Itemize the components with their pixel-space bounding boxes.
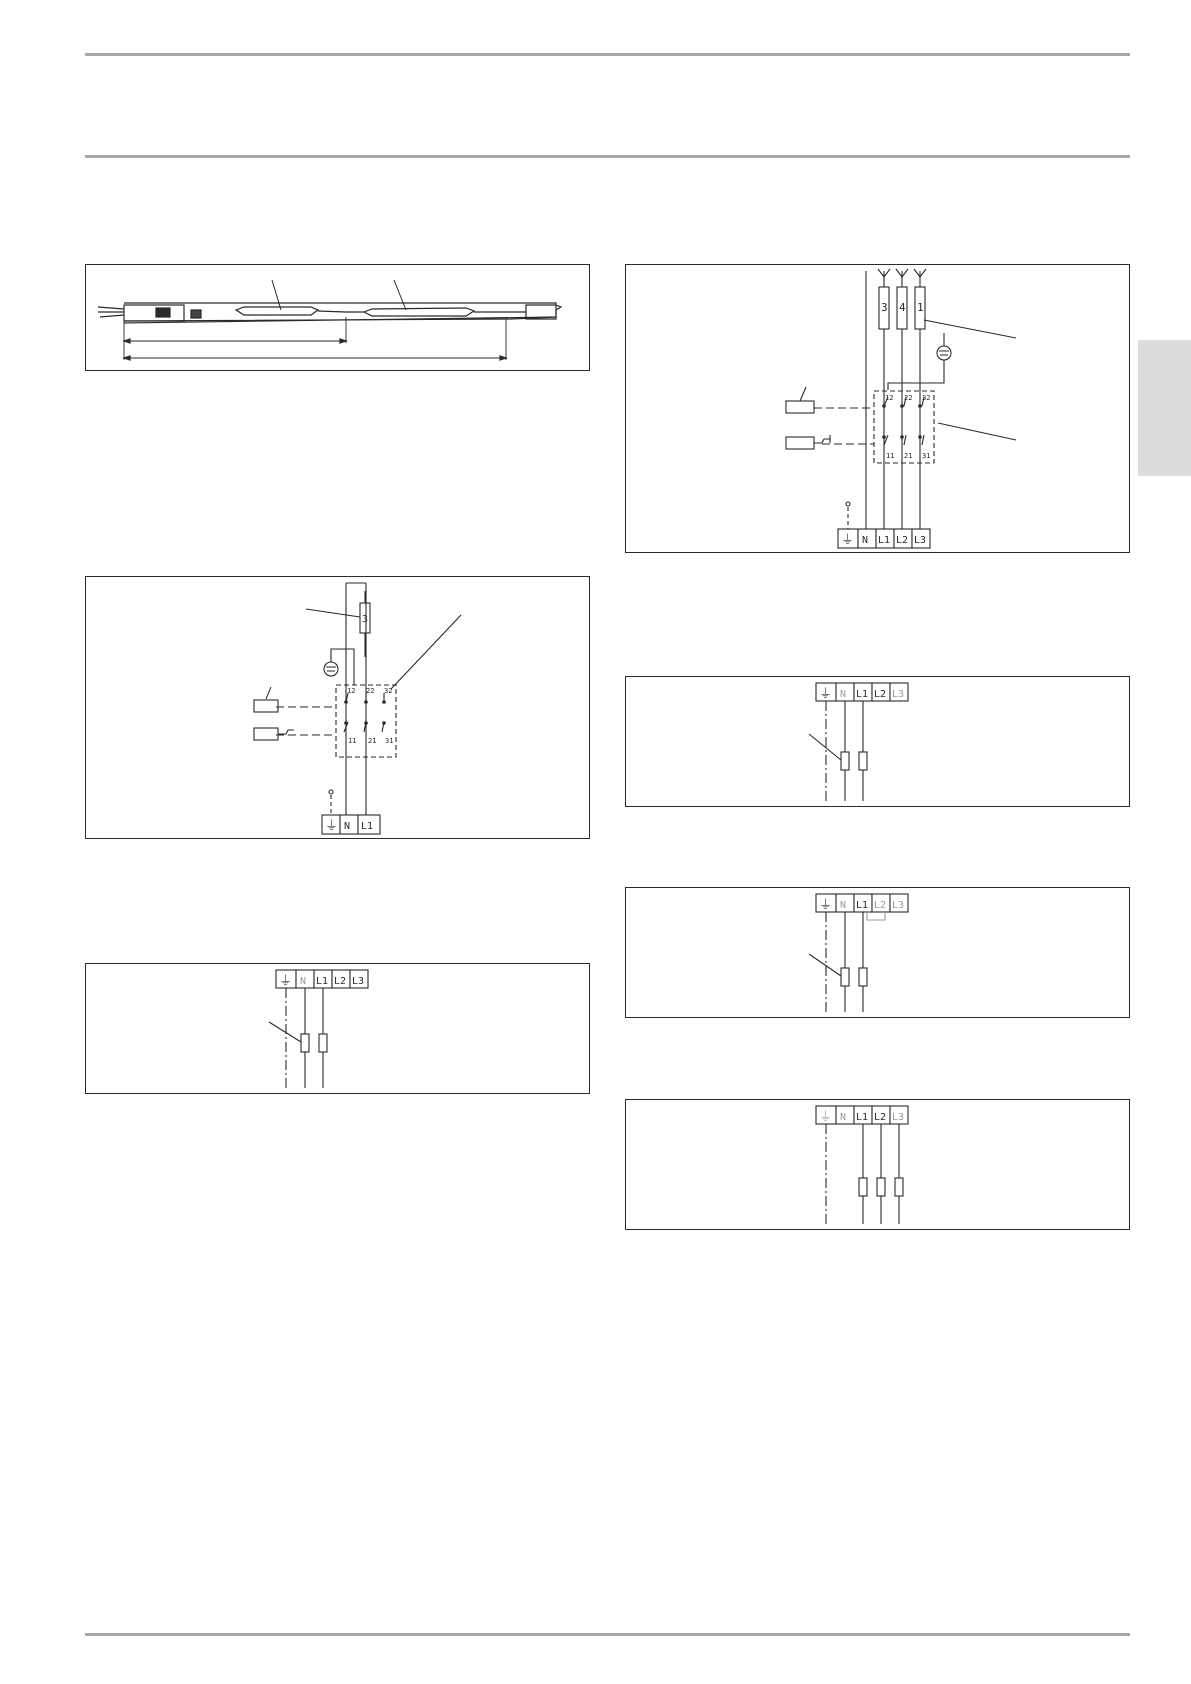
connection-variant-b (625, 676, 1130, 807)
terminal-n: N (344, 821, 351, 832)
terminal-l2: L2 (874, 1112, 887, 1123)
contact-32: 32 (384, 687, 393, 695)
single-phase-schematic (86, 577, 591, 840)
contact-31: 31 (922, 452, 931, 460)
connection-schematic-d (626, 1100, 1131, 1231)
header-rule (85, 155, 1130, 158)
contact-22: 22 (366, 687, 375, 695)
terminal-pe: ⏚ (325, 819, 339, 834)
terminal-l2: L2 (896, 535, 909, 546)
three-phase-schematic (626, 265, 1131, 554)
contact-22: 22 (904, 394, 913, 402)
terminal-l1: L1 (878, 535, 891, 546)
terminal-n: N (840, 1112, 847, 1123)
contact-32: 32 (922, 394, 931, 402)
terminal-pe: ⏚ (819, 898, 833, 913)
terminal-n: N (862, 535, 869, 546)
terminal-l3: L3 (892, 1112, 905, 1123)
contact-11: 11 (348, 737, 357, 745)
contact-21: 21 (368, 737, 377, 745)
terminal-pe: ⏚ (279, 974, 293, 989)
contact-31: 31 (385, 737, 394, 745)
terminal-pe: ⏚ (819, 1110, 833, 1125)
three-phase-wiring-figure (625, 264, 1130, 553)
chapter-side-tab (1138, 340, 1191, 476)
terminal-l2: L2 (874, 900, 887, 911)
heating-element-drawing (86, 265, 591, 372)
footer-rule (85, 1633, 1130, 1636)
connection-variant-d (625, 1099, 1130, 1230)
connection-schematic-a (86, 964, 591, 1095)
connection-schematic-b (626, 677, 1131, 808)
terminal-l1: L1 (856, 900, 869, 911)
heater-label-1: 3 (881, 301, 888, 314)
contact-12: 12 (885, 394, 894, 402)
terminal-l1: L1 (856, 1112, 869, 1123)
terminal-n: N (840, 689, 847, 700)
connection-variant-a (85, 963, 590, 1094)
terminal-pe: ⏚ (841, 533, 855, 548)
terminal-n: N (300, 976, 307, 987)
terminal-l3: L3 (892, 900, 905, 911)
connection-variant-c (625, 887, 1130, 1018)
heater-label-3: 1 (917, 301, 924, 314)
terminal-l1: L1 (856, 689, 869, 700)
contact-21: 21 (904, 452, 913, 460)
terminal-l3: L3 (892, 689, 905, 700)
contact-12: 12 (347, 687, 356, 695)
terminal-n: N (840, 900, 847, 911)
heating-element-figure (85, 264, 590, 371)
terminal-l1: L1 (361, 821, 374, 832)
top-rule (85, 53, 1130, 56)
terminal-l3: L3 (914, 535, 927, 546)
heater-label-2: 4 (899, 301, 906, 314)
terminal-l2: L2 (874, 689, 887, 700)
contact-11: 11 (886, 452, 895, 460)
terminal-l3: L3 (352, 976, 365, 987)
terminal-l2: L2 (334, 976, 347, 987)
connection-schematic-c (626, 888, 1131, 1019)
heater-label: 3 (362, 614, 369, 625)
terminal-l1: L1 (316, 976, 329, 987)
terminal-pe: ⏚ (819, 687, 833, 702)
single-phase-wiring-figure (85, 576, 590, 839)
